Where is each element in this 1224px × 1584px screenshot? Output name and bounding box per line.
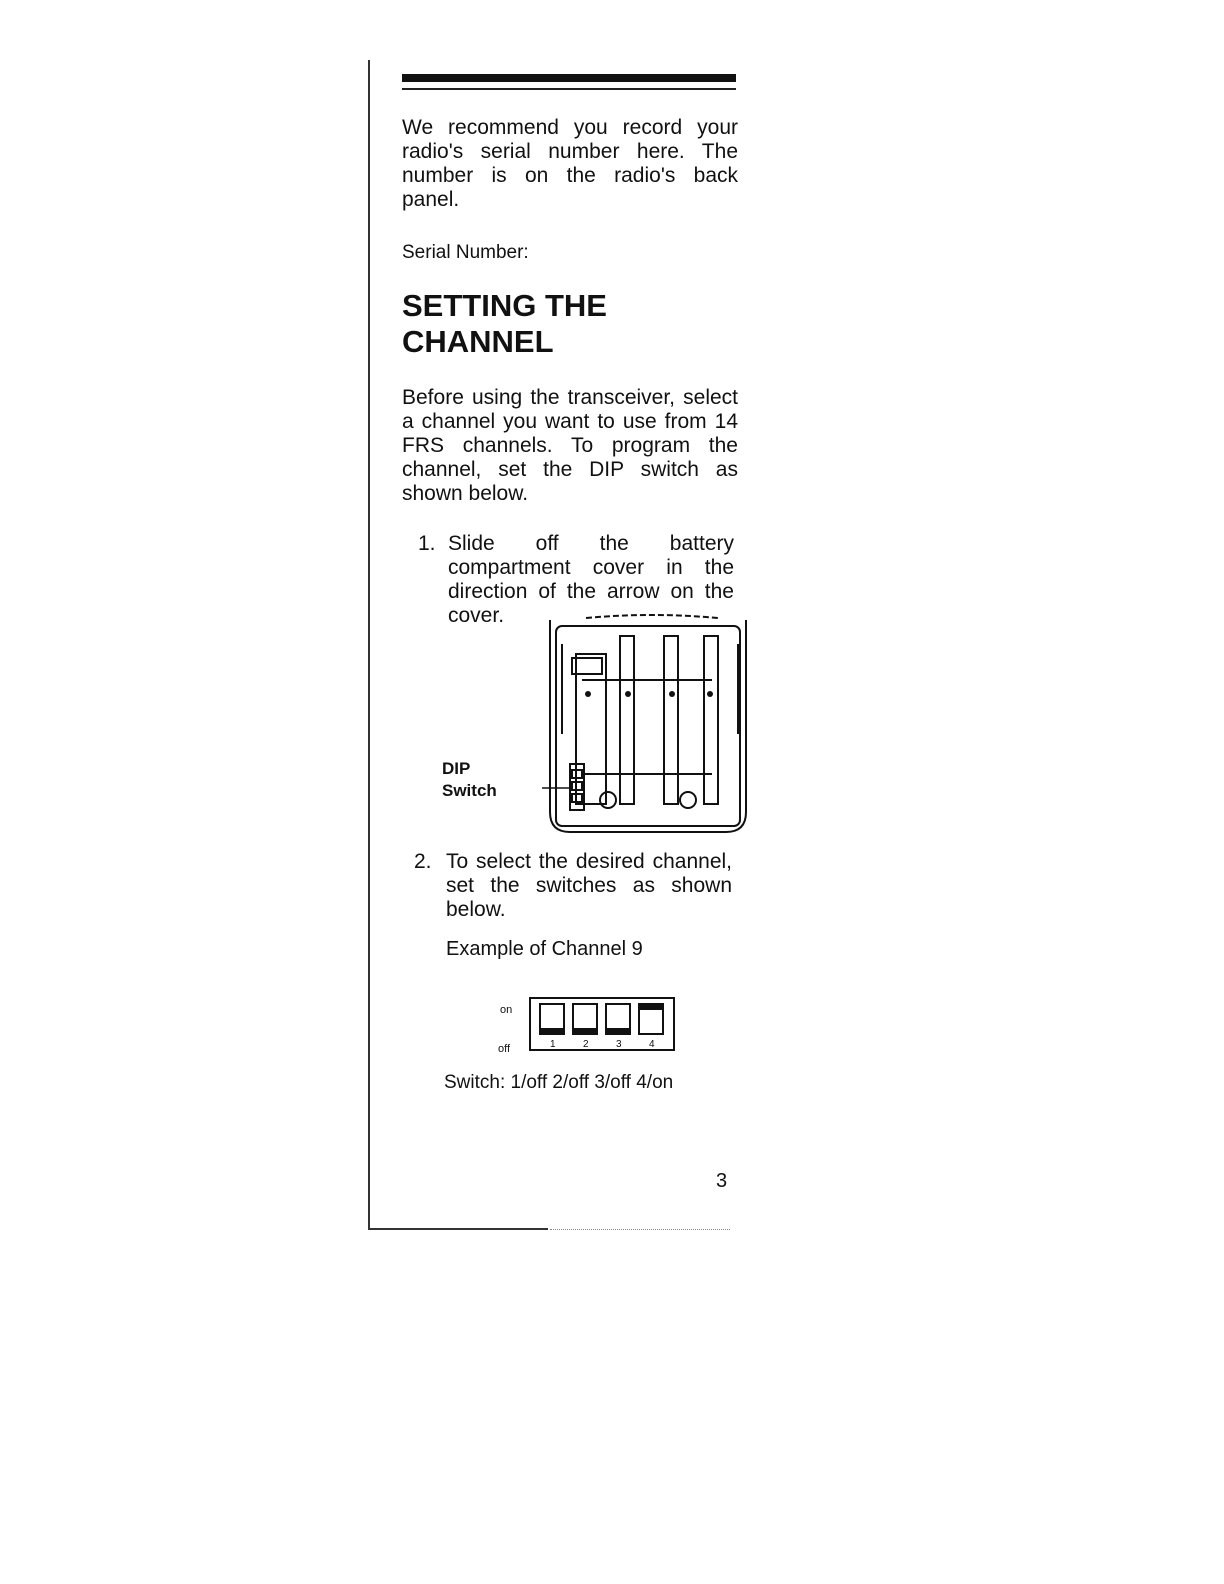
top-rule-thin	[402, 88, 736, 90]
page-bottom-dotted	[550, 1229, 730, 1230]
dip-switch-diagram	[496, 994, 686, 1069]
switch-setting-text: Switch: 1/off 2/off 3/off 4/on	[444, 1072, 674, 1093]
page-number: 3	[716, 1170, 728, 1192]
section-heading	[402, 288, 742, 360]
dip-label-line-1: DIP	[442, 759, 471, 778]
dip-on-label: on	[500, 1004, 513, 1016]
step-2-number: 2.	[414, 850, 432, 873]
dip-switch-3-number: 3	[616, 1039, 622, 1050]
heading-line-1: SETTING THE	[402, 288, 607, 323]
battery-compartment-drawing	[542, 614, 752, 836]
intro-paragraph: We recommend you record your radio's serial number here. The number is on the radio's back panel.	[402, 116, 738, 211]
step-1-text: Slide off the battery compartment cover in the direction of the arrow on the cover.	[448, 532, 734, 627]
serial-number-label: Serial Number:	[402, 242, 529, 263]
page-bottom-border	[368, 1228, 548, 1230]
dip-switch-3-knob	[606, 1028, 630, 1034]
dip-switch-drawing	[496, 994, 686, 1064]
dip-switch-1-knob	[540, 1028, 564, 1034]
dip-switch-4-number: 4	[649, 1039, 655, 1050]
dip-switch-1-number: 1	[550, 1039, 556, 1050]
example-caption: Example of Channel 9	[446, 938, 643, 960]
dip-switch-2-knob	[573, 1028, 597, 1034]
battery-compartment-illustration	[542, 614, 752, 841]
top-rule-thick	[402, 74, 736, 82]
dip-switch-callout	[442, 758, 497, 802]
step-1-number: 1.	[418, 532, 436, 555]
heading-line-2: CHANNEL	[402, 324, 554, 359]
dip-off-label: off	[498, 1043, 511, 1055]
dip-switch-2-number: 2	[583, 1039, 589, 1050]
dip-label-line-2: Switch	[442, 781, 497, 800]
dip-switch-4-knob	[639, 1004, 663, 1010]
page-left-border	[368, 60, 370, 1230]
step-2-text: To select the desired channel, set the switches as shown below.	[446, 850, 732, 921]
instructions-paragraph: Before using the transceiver, select a channel you want to use from 14 FRS channels. To program the channel, set the DIP switch as shown below.	[402, 386, 738, 505]
